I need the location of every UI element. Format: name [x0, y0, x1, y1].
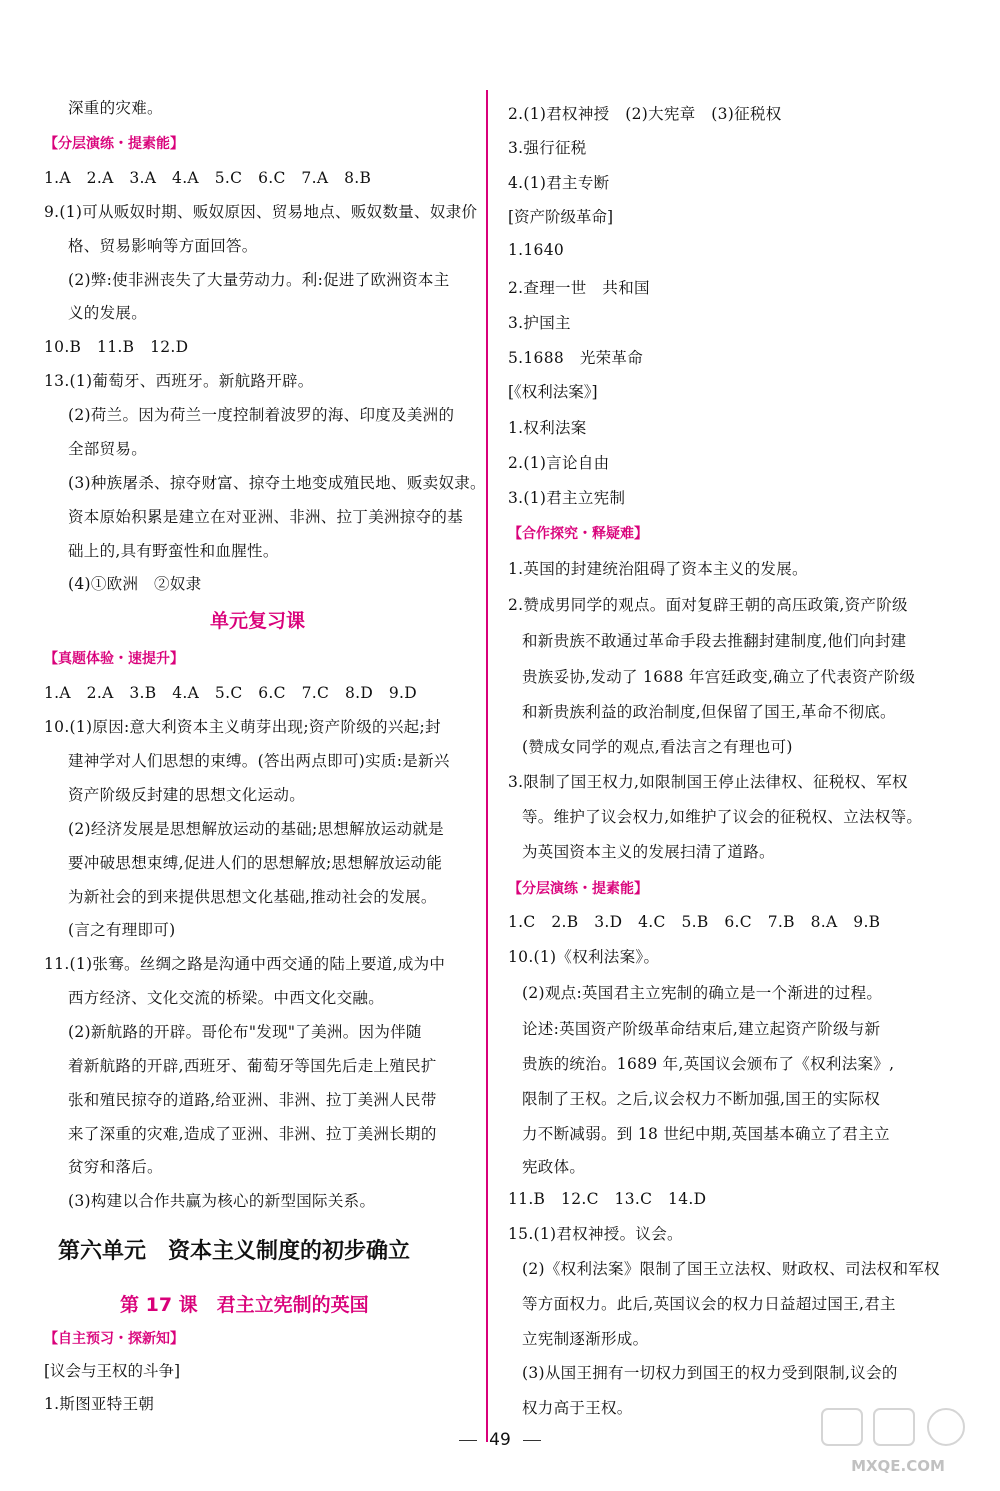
text-line: 限制了王权。之后,议会权力不断加强,国王的实际权 — [522, 1090, 881, 1108]
answer-line: 1.A 2.A 3.A 4.A 5.C 6.C 7.A 8.B — [44, 169, 372, 187]
answer-line: 4.(1)君主专断 — [508, 174, 610, 192]
column-divider — [486, 90, 488, 1442]
text-line: 1.英国的封建统治阻碍了资本主义的发展。 — [508, 560, 808, 578]
text-line: 10.(1)原因:意大利资本主义萌芽出现;资产阶级的兴起;封 — [44, 718, 441, 736]
text-line: 10.(1)《权利法案》。 — [508, 948, 660, 966]
text-line: 全部贸易。 — [68, 440, 148, 458]
text-line: 贵族妥协,发动了 1688 年宫廷政变,确立了代表资产阶级 — [522, 668, 916, 686]
text-line: (2)经济发展是思想解放运动的基础;思想解放运动就是 — [68, 820, 444, 838]
answer-line: 10.B 11.B 12.D — [44, 338, 189, 356]
text-line: (3)从国王拥有一切权力到国王的权力受到限制,议会的 — [522, 1364, 898, 1382]
text-line: 贵族的统治。1689 年,英国议会颁布了《权利法案》, — [522, 1055, 895, 1073]
text-line: 力不断减弱。到 18 世纪中期,英国基本确立了君主立 — [522, 1125, 890, 1143]
text-line: 贫穷和落后。 — [68, 1158, 163, 1176]
text-line: 1.斯图亚特王朝 — [44, 1395, 155, 1413]
section-header: 【自主预习・探新知】 — [44, 1331, 184, 1347]
answer-line: 3.(1)君主立宪制 — [508, 489, 626, 507]
answer-line: 2.(1)君权神授 (2)大宪章 (3)征税权 — [508, 105, 782, 123]
section-title: 单元复习课 — [210, 610, 306, 632]
section-header: 【真题体验・速提升】 — [44, 651, 184, 667]
unit-title: 第六单元 资本主义制度的初步确立 — [58, 1239, 411, 1264]
text-line: (2)《权利法案》限制了国王立法权、财政权、司法权和军权 — [522, 1260, 940, 1278]
text-line: 着新航路的开辟,西班牙、葡萄牙等国先后走上殖民扩 — [68, 1057, 437, 1075]
answer-line: 3.强行征税 — [508, 139, 587, 157]
text-line: 础上的,具有野蛮性和血腥性。 — [68, 542, 279, 560]
text-line: 要冲破思想束缚,促进人们的思想解放;思想解放运动能 — [68, 854, 443, 872]
section-header: 【合作探究・释疑难】 — [508, 526, 648, 542]
text-line: 和新贵族利益的政治制度,但保留了国王,革命不彻底。 — [522, 703, 896, 721]
answer-line: 5.1688 光荣革命 — [508, 349, 644, 367]
text-line: 论述:英国资产阶级革命结束后,建立起资产阶级与新 — [522, 1020, 881, 1038]
answer-line: 11.B 12.C 13.C 14.D — [508, 1190, 707, 1208]
answer-line: 1.权利法案 — [508, 419, 587, 437]
text-line: (3)种族屠杀、掠夺财富、掠夺土地变成殖民地、贩卖奴隶。 — [68, 474, 486, 492]
answer-line: 3.护国主 — [508, 314, 571, 332]
text-line: (4)①欧洲 ②奴隶 — [68, 575, 202, 593]
text-line: 等。维护了议会权力,如维护了议会的征税权、立法权等。 — [522, 808, 923, 826]
text-line: 建神学对人们思想的束缚。(答出两点即可)实质:是新兴 — [68, 752, 450, 770]
text-line: 为英国资本主义的发展扫清了道路。 — [522, 843, 775, 861]
answer-line: 2.查理一世 共和国 — [508, 279, 650, 297]
answer-line: 1.A 2.A 3.B 4.A 5.C 6.C 7.C 8.D 9.D — [44, 684, 418, 702]
watermark-logo — [818, 1405, 978, 1477]
text-line: 来了深重的灾难,造成了亚洲、非洲、拉丁美洲长期的 — [68, 1125, 437, 1143]
text-line: 13.(1)葡萄牙、西班牙。新航路开辟。 — [44, 372, 314, 390]
text-line: 3.限制了国王权力,如限制国王停止法律权、征税权、军权 — [508, 773, 908, 791]
text-line: 9.(1)可从贩奴时期、贩奴原因、贸易地点、贩奴数量、奴隶价 — [44, 203, 478, 221]
text-line: 宪政体。 — [522, 1158, 586, 1176]
text-line: 西方经济、文化交流的桥梁。中西文化交融。 — [68, 989, 385, 1007]
text-line: (赞成女同学的观点,看法言之有理也可) — [522, 738, 793, 756]
svg-text:MXQE.COM: MXQE.COM — [851, 1457, 945, 1475]
text-line: 11.(1)张骞。丝绸之路是沟通中西交通的陆上要道,成为中 — [44, 955, 446, 973]
text-line: 立宪制逐渐形成。 — [522, 1330, 649, 1348]
page-number-text: 49 — [489, 1430, 511, 1450]
text-line: 资产阶级反封建的思想文化运动。 — [68, 786, 306, 804]
text-line: 为新社会的到来提供思想文化基础,推动社会的发展。 — [68, 888, 437, 906]
dash-right — [523, 1440, 541, 1441]
subsection-label: [《权利法案》] — [508, 383, 598, 401]
text-line: 等方面权力。此后,英国议会的权力日益超过国王,君主 — [522, 1295, 896, 1313]
text-line: (言之有理即可) — [68, 921, 176, 939]
subsection-label: [议会与王权的斗争] — [44, 1362, 181, 1380]
answer-line: 2.(1)言论自由 — [508, 454, 610, 472]
text-line: 和新贵族不敢通过革命手段去推翻封建制度,他们向封建 — [522, 632, 907, 650]
section-header: 【分层演练・提素能】 — [508, 881, 648, 897]
text-line: 格、贸易影响等方面回答。 — [68, 237, 258, 255]
text-line: 权力高于王权。 — [522, 1399, 633, 1417]
text-line: (2)新航路的开辟。哥伦布"发现"了美洲。因为伴随 — [68, 1023, 422, 1041]
dash-left — [459, 1440, 477, 1441]
lesson-title: 第 17 课 君主立宪制的英国 — [120, 1294, 369, 1316]
text-line: 深重的灾难。 — [68, 99, 163, 117]
text-line: 15.(1)君权神授。议会。 — [508, 1225, 683, 1243]
section-header: 【分层演练・提素能】 — [44, 136, 184, 152]
text-line: 资本原始积累是建立在对亚洲、非洲、拉丁美洲掠夺的基 — [68, 508, 464, 526]
text-line: (2)弊:使非洲丧失了大量劳动力。利:促进了欧洲资本主 — [68, 271, 450, 289]
text-line: (2)荷兰。因为荷兰一度控制着波罗的海、印度及美洲的 — [68, 406, 455, 424]
text-line: (2)观点:英国君主立宪制的确立是一个渐进的过程。 — [522, 984, 883, 1002]
text-line: 张和殖民掠夺的道路,给亚洲、非洲、拉丁美洲人民带 — [68, 1091, 437, 1109]
subsection-label: [资产阶级革命] — [508, 208, 614, 226]
answer-line: 1.C 2.B 3.D 4.C 5.B 6.C 7.B 8.A 9.B — [508, 913, 881, 931]
answer-line: 1.1640 — [508, 241, 565, 259]
text-line: (3)构建以合作共赢为核心的新型国际关系。 — [68, 1192, 376, 1210]
text-line: 义的发展。 — [68, 304, 148, 322]
text-line: 2.赞成男同学的观点。面对复辟王朝的高压政策,资产阶级 — [508, 596, 908, 614]
